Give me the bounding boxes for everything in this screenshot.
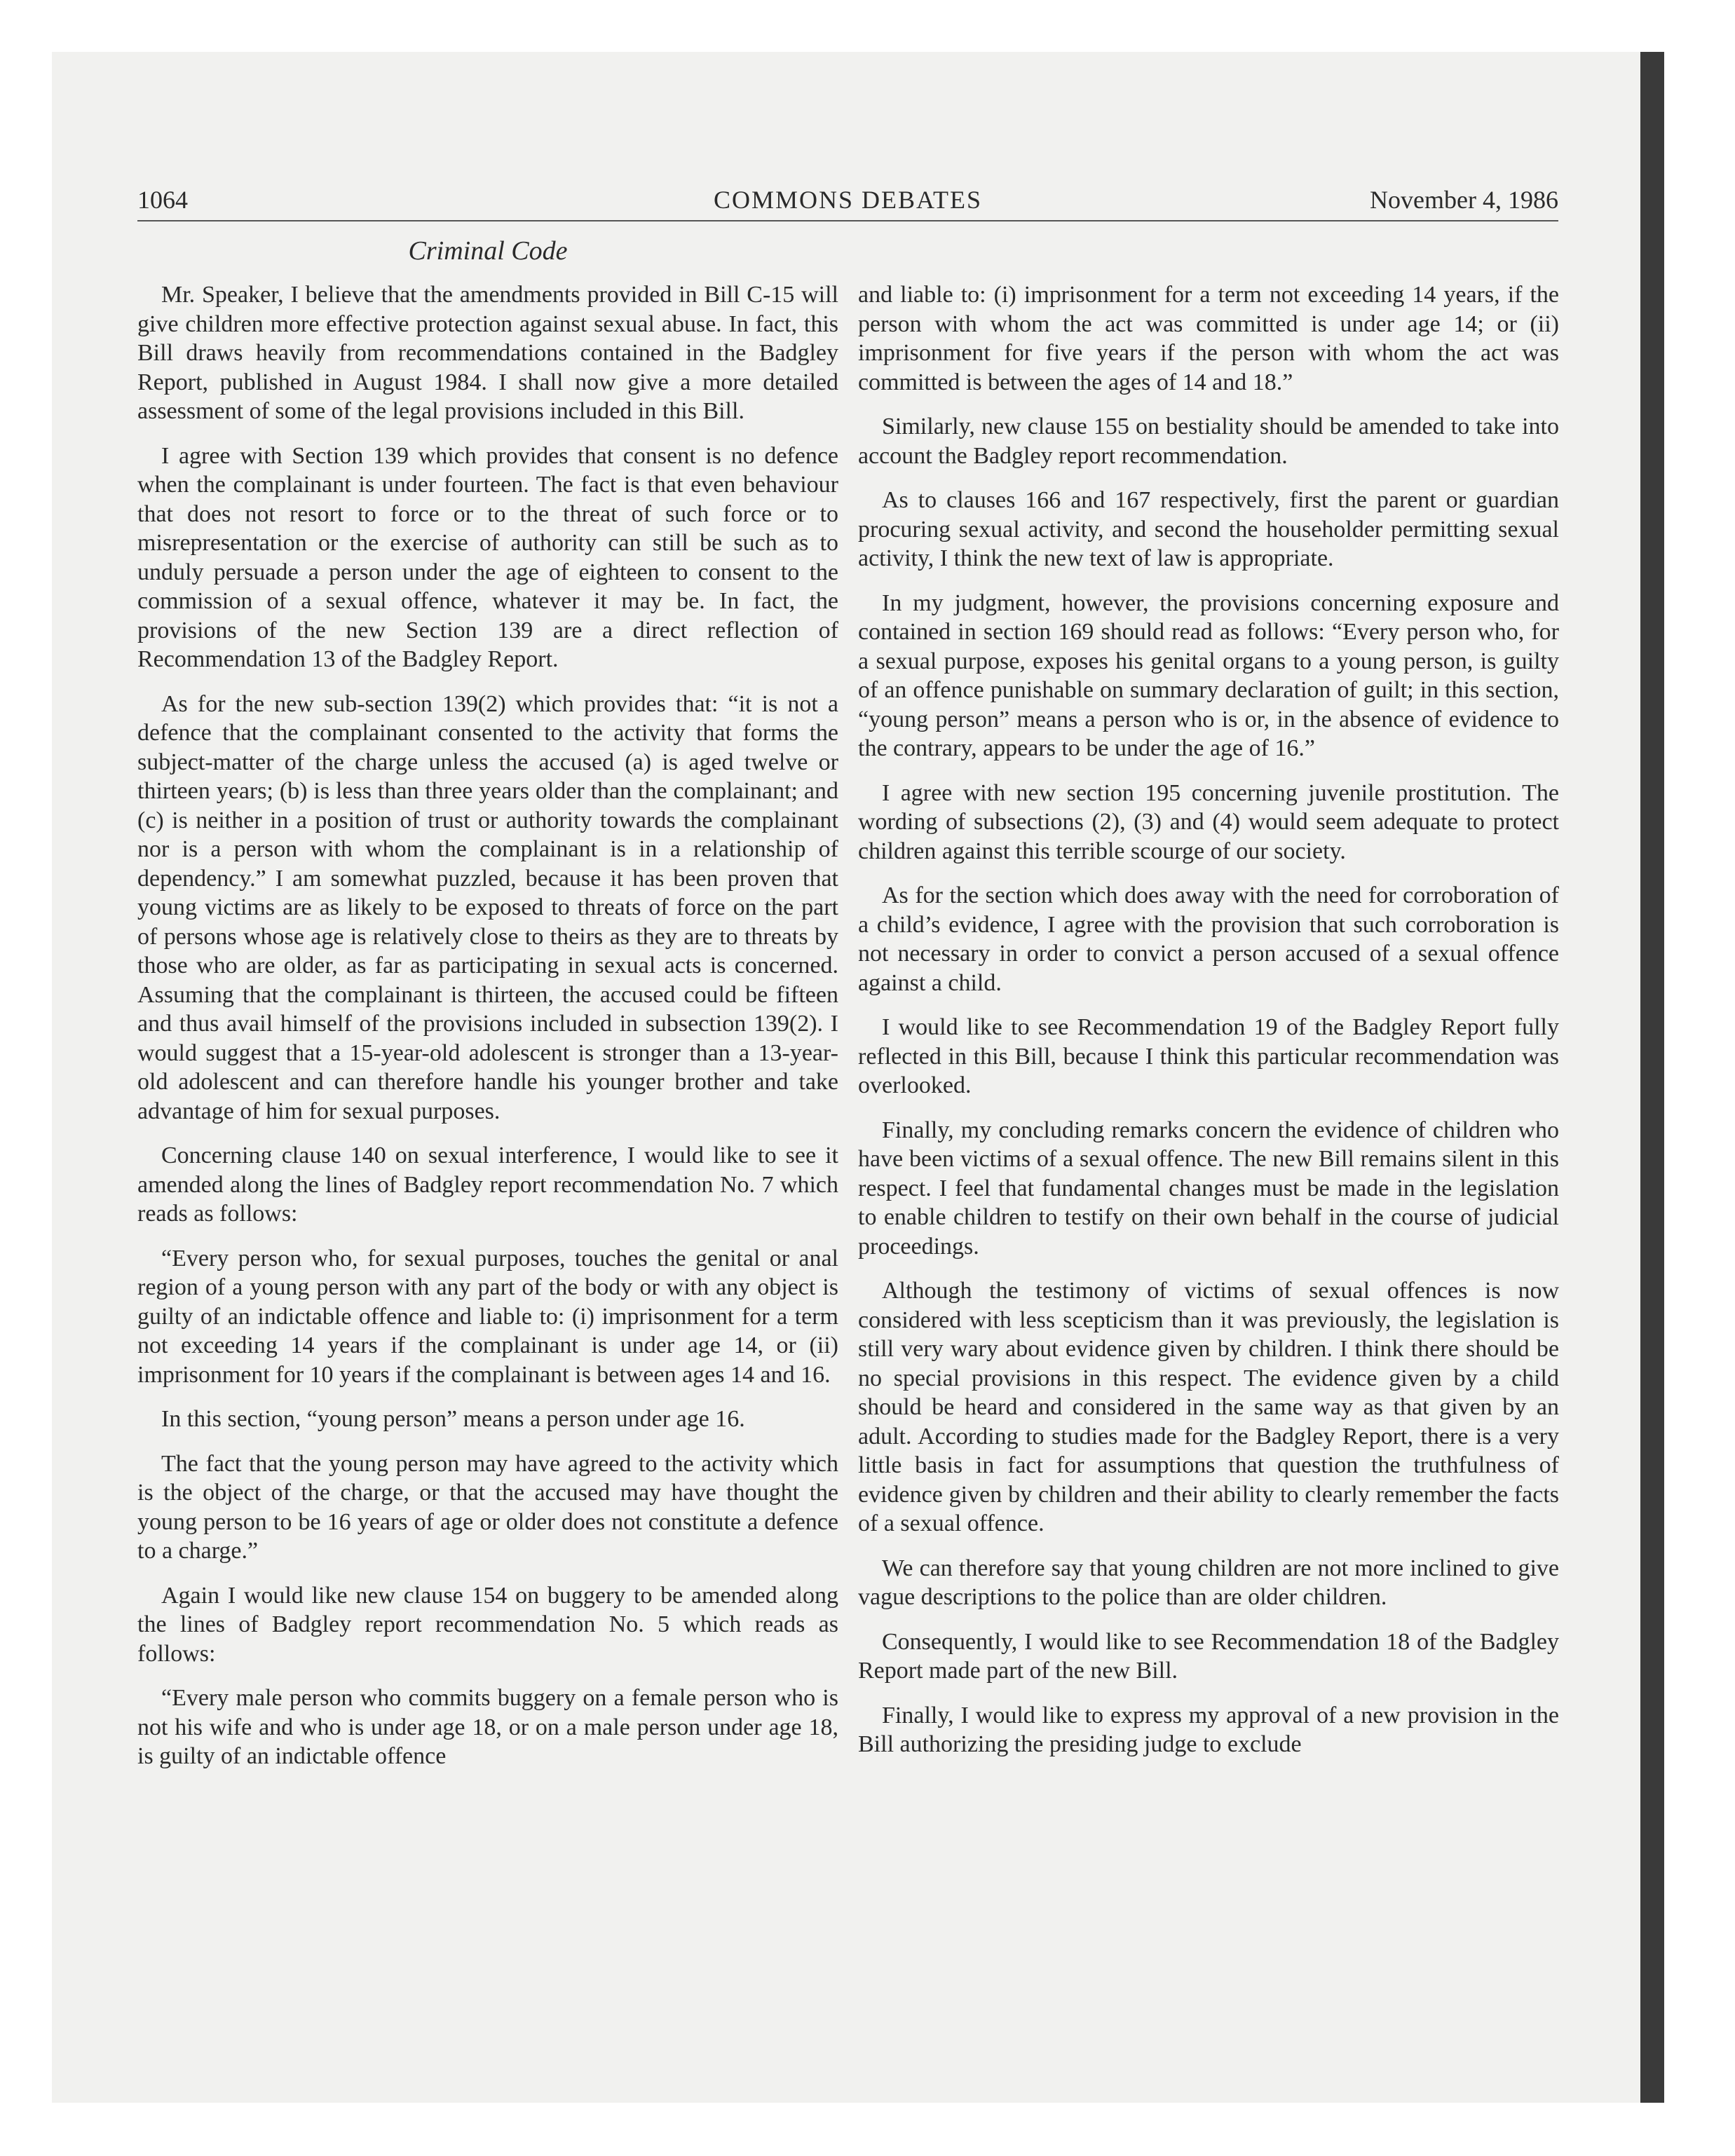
paragraph: Similarly, new clause 155 on bestiality should be amended to take into account the Badgley report recommendation.: [858, 414, 1559, 469]
quoted-paragraph: “Every person who, for sexual purposes, touches the genital or anal region of a young person with any part of the body or with any object is guilty of an indictable offence and liable to: (i) imprisonment for a term not exceeding 14 years if the complainant is under age 14, or (ii) imprisonment for 10 years if the complainant is between ages 14 and 16.: [137, 1245, 838, 1388]
quoted-paragraph: In this section, “young person” means a person under age 16.: [161, 1406, 745, 1432]
quoted-paragraph: The fact that the young person may have agreed to the activity which is the object of the charge, or that the accused may have thought the young person to be 16 years of age or older does not constitute a defence to a charge.”: [137, 1450, 838, 1564]
paragraph: We can therefore say that young children are not more inclined to give vague descriptions to the police than are older children.: [858, 1555, 1559, 1610]
paragraph: I agree with new section 195 concerning juvenile prostitution. The wording of subsections (2), (3) and (4) would seem adequate to protect children against this terrible scourge of our society.: [858, 779, 1559, 864]
paragraph: Mr. Speaker, I believe that the amendments provided in Bill C-15 will give children more effective protection against sexual abuse. In fact, this Bill draws heavily from recommendations contained in the Badgley Report, published in August 1984. I shall now give a more detailed assessment of some of the legal provisions included in this Bill.: [137, 282, 838, 424]
paragraph-continuation: and liable to: (i) imprisonment for a term not exceeding 14 years, if the person with whom the act was committed is under age 14; or (ii) imprisonment for five years if the person with whom the act was committed is between the ages of 14 and 18.”: [858, 282, 1559, 395]
section-title: Criminal Code: [408, 236, 568, 266]
paragraph: I would like to see Recommendation 19 of the Badgley Report fully reflected in this Bill, because I think this particular recommendation was overlooked.: [858, 1014, 1559, 1098]
header-date: November 4, 1986: [1370, 186, 1558, 214]
paragraph: Finally, I would like to express my approval of a new provision in the Bill authorizing the presiding judge to exclude: [858, 1702, 1559, 1757]
paragraph: As for the new sub-section 139(2) which provides that: “it is not a defence that the complainant consented to the activity that forms the subject-matter of the charge unless the accused (a) is aged twelve or thirteen years; (b) is less than three years older than the complainant; and (c) is neither in a position of trust or authority towards the complainant nor is a person with whom the complainant is in a relationship of dependency.” I am somewhat puzzled, because it has been proven that young victims are as likely to be exposed to threats of force on the part of persons whose age is relatively close to theirs as they are to threats by those who are older, as far as participating in sexual acts is concerned. Assuming that the complainant is thirteen, the accused could be fifteen and thus avail himself of the provisions included in subsection 139(2). I would suggest that a 15-year-old adolescent is stronger than a 13-year-old adolescent and can therefore handle his younger brother and take advantage of him for sexual purposes.: [137, 690, 838, 1124]
paragraph: As to clauses 166 and 167 respectively, first the parent or guardian procuring sexual activity, and second the householder permitting sexual activity, I think the new text of law is appropriate.: [858, 487, 1559, 571]
paragraph: Concerning clause 140 on sexual interference, I would like to see it amended along the lines of Badgley report recommendation No. 7 which reads as follows:: [137, 1142, 838, 1227]
paragraph: As for the section which does away with the need for corroboration of a child’s evidence, I agree with the provision that such corroboration is not necessary in order to convict a person accused of a sexual offence against a child.: [858, 882, 1559, 996]
quoted-paragraph: “Every male person who commits buggery on a female person who is not his wife and who is under age 18, or on a male person under age 18, is guilty of an indictable offence: [137, 1685, 838, 1769]
scan-edge-shadow: [1640, 52, 1664, 2103]
paragraph: Although the testimony of victims of sexual offences is now considered with less scepticism than it was previously, the legislation is still very wary about evidence given by children. I think there should be no special provisions in this respect. The evidence given by a child should be heard and considered in the same way as that given by an adult. According to studies made for the Badgley Report, there is a very little basis in fact for assumptions that question the truthfulness of evidence given by children and their ability to clearly remember the facts of a sexual offence.: [858, 1278, 1559, 1536]
paragraph: I agree with Section 139 which provides that consent is no defence when the complainant is under fourteen. The fact is that even behaviour that does not resort to force or to the threat of such force or to misrepresentation or the exercise of authority can still be such as to unduly persuade a person under the age of eighteen to consent to the commission of a sexual offence, whatever it may be. In fact, the provisions of the new Section 139 are a direct reflection of Recommendation 13 of the Badgley Report.: [137, 442, 838, 672]
paragraph: Consequently, I would like to see Recommendation 18 of the Badgley Report made part of the new Bill.: [858, 1628, 1559, 1684]
right-column: [858, 280, 1559, 1775]
publication-title: COMMONS DEBATES: [713, 186, 983, 214]
left-column: [137, 280, 838, 1787]
running-header: [137, 179, 1558, 221]
paragraph: Finally, my concluding remarks concern the evidence of children who have been victims of a sexual offence. The new Bill remains silent in this respect. I feel that fundamental changes must be made in the legislation to enable children to testify on their own behalf in the course of judicial proceedings.: [858, 1117, 1559, 1260]
paragraph: In my judgment, however, the provisions concerning exposure and contained in section 169 should read as follows: “Every person who, for a sexual purpose, exposes his genital organs to a young person, is guilty of an offence punishable on summary declaration of guilt; in this section, “young person” means a person who is or, in the absence of evidence to the contrary, appears to be under the age of 16.”: [858, 589, 1559, 761]
paragraph: Again I would like new clause 154 on buggery to be amended along the lines of Badgley report recommendation No. 5 which reads as follows:: [137, 1582, 838, 1667]
page-number: 1064: [137, 186, 188, 214]
